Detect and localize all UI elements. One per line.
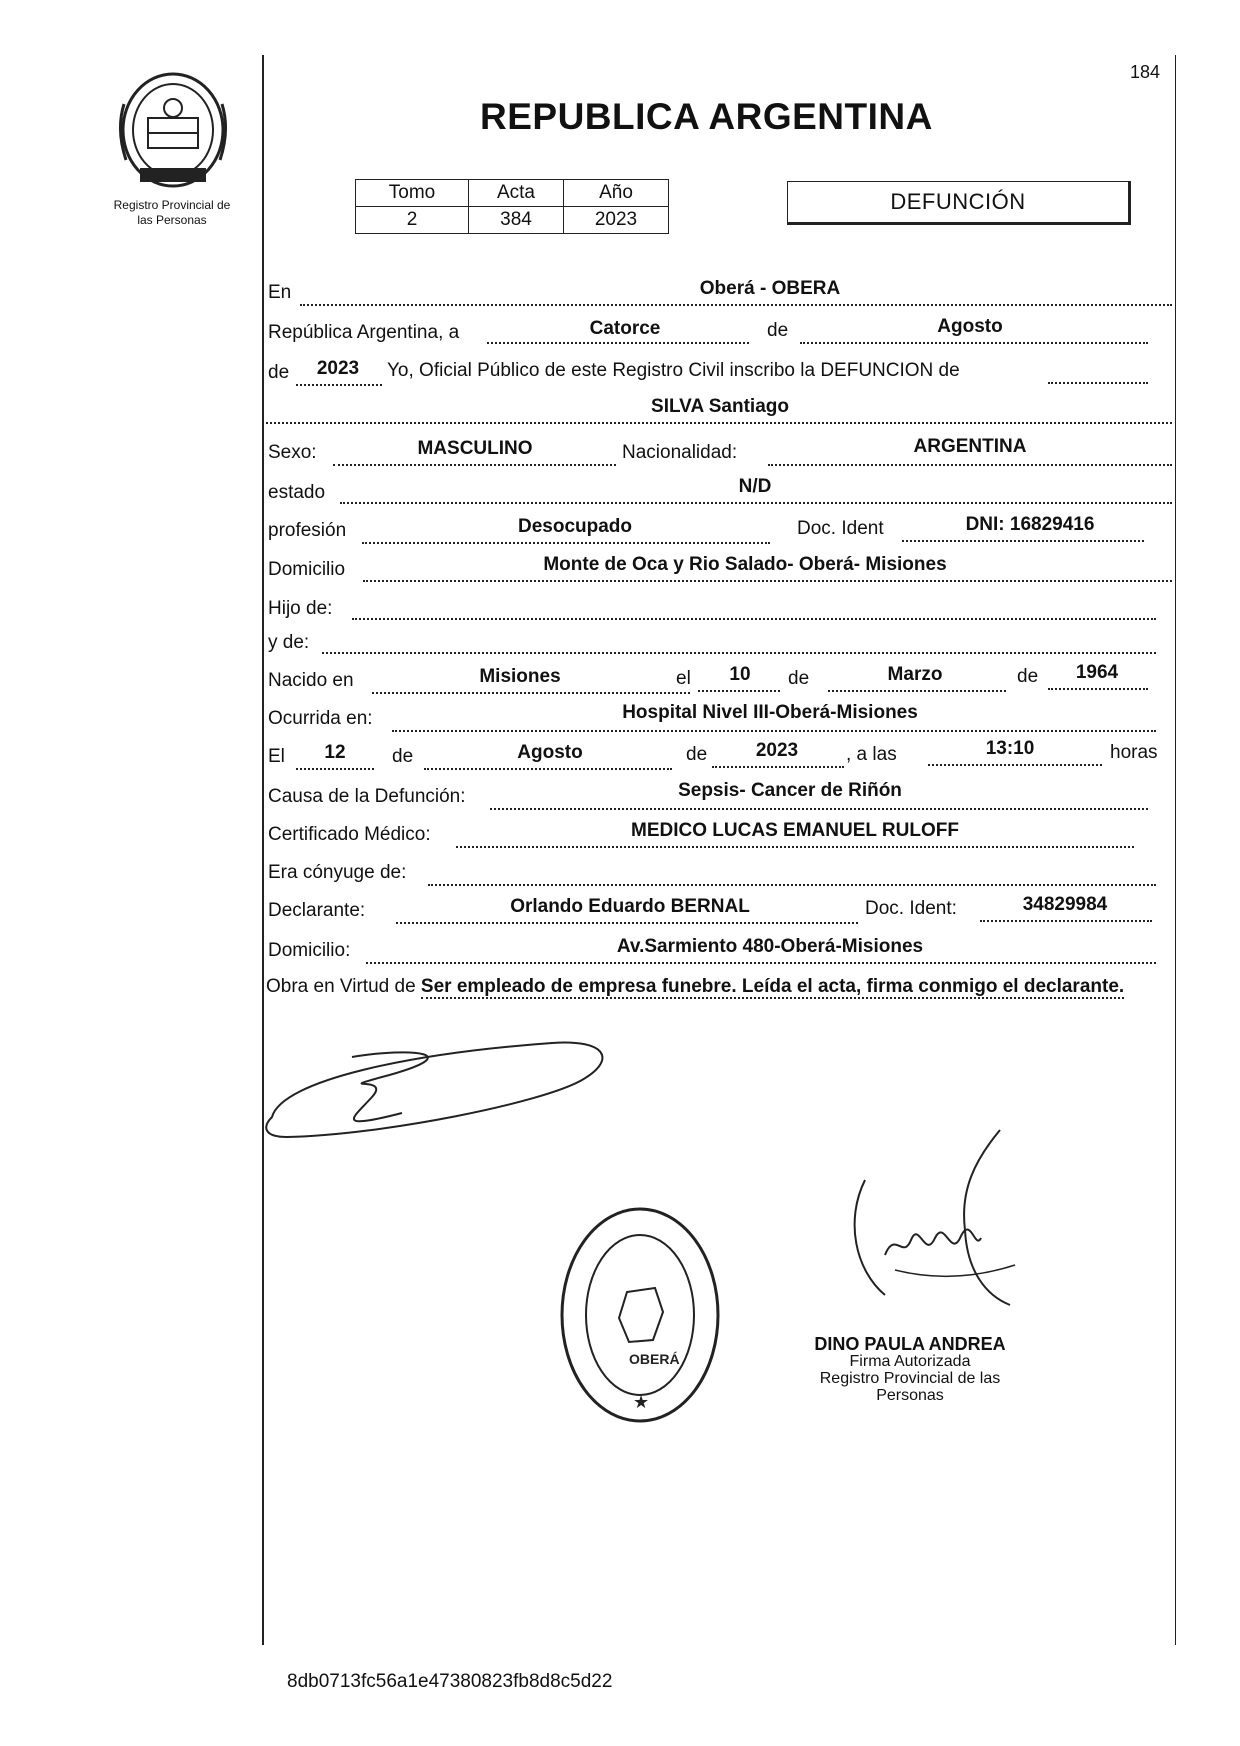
label-el: el <box>676 668 691 689</box>
authorized-signature-drawing <box>825 1120 1065 1340</box>
dotted-line <box>352 618 1156 620</box>
label-declarante: Declarante: <box>268 900 366 921</box>
dotted-line <box>322 652 1156 654</box>
acta-value: 384 <box>469 207 564 234</box>
label-domicilio: Domicilio <box>268 559 346 580</box>
label-a-las: , a las <box>846 744 897 765</box>
label-de-nac-mes: de <box>788 668 810 689</box>
tomo-value: 2 <box>356 207 469 234</box>
value-ocurrida-en: Hospital Nivel III-Oberá-Misiones <box>622 702 918 723</box>
label-obra-en-virtud: Obra en Virtud de <box>266 976 416 997</box>
signatory-org-line2: Personas <box>876 1387 944 1404</box>
registry-caption <box>92 198 252 228</box>
value-nacimiento-mes: Marzo <box>887 664 943 685</box>
dotted-line <box>296 768 374 770</box>
value-sexo: MASCULINO <box>417 438 533 459</box>
label-en: En <box>268 282 292 303</box>
value-anio: 2023 <box>316 358 360 379</box>
dotted-line <box>928 764 1102 766</box>
value-profesion: Desocupado <box>517 516 633 537</box>
left-margin-line <box>262 55 264 1645</box>
dotted-line <box>980 920 1152 922</box>
tomo-header: Tomo <box>356 180 469 207</box>
right-margin-line <box>1175 55 1176 1645</box>
dotted-line <box>333 464 616 466</box>
signatory-name: DINO PAULA ANDREA <box>814 1334 1006 1354</box>
dotted-line <box>300 304 1172 306</box>
label-nacido-en: Nacido en <box>268 670 354 691</box>
declarant-signature-drawing <box>262 1035 622 1145</box>
label-de-anio: de <box>268 362 290 383</box>
label-hijo-de: Hijo de: <box>268 598 333 619</box>
value-nombre: SILVA Santiago <box>651 396 789 417</box>
page-title: REPUBLICA ARGENTINA <box>480 96 933 137</box>
registry-caption-line1: Registro Provincial de <box>113 198 231 212</box>
obra-en-virtud-paragraph <box>266 972 1174 1002</box>
label-profesion: profesión <box>268 520 347 541</box>
anio-header: Año <box>564 180 669 207</box>
dotted-line <box>366 962 1156 964</box>
dotted-line <box>800 342 1148 344</box>
value-mes: Agosto <box>937 316 1003 337</box>
label-domicilio-declarante: Domicilio: <box>268 940 351 961</box>
dotted-line <box>456 846 1134 848</box>
value-declarante-doc: 34829984 <box>1022 894 1108 915</box>
dotted-line <box>902 540 1144 542</box>
value-declarante: Orlando Eduardo BERNAL <box>510 896 750 917</box>
acta-header: Acta <box>469 180 564 207</box>
value-fallecimiento-mes: Agosto <box>517 742 583 763</box>
label-sexo: Sexo: <box>268 442 317 463</box>
value-fallecimiento-anio: 2023 <box>755 740 799 761</box>
label-estado: estado <box>268 482 326 503</box>
label-causa: Causa de la Defunción: <box>268 786 466 807</box>
label-de-fall-anio: de <box>686 744 708 765</box>
dotted-line <box>768 464 1172 466</box>
page-number: 184 <box>1130 62 1161 82</box>
record-type-box: DEFUNCIÓN <box>787 181 1131 225</box>
dotted-line <box>490 808 1148 810</box>
dotted-line <box>372 692 690 694</box>
dotted-line <box>396 922 858 924</box>
dotted-line <box>362 542 770 544</box>
dotted-line <box>428 884 1156 886</box>
dotted-line <box>828 690 1006 692</box>
label-declarante-doc: Doc. Ident: <box>865 898 957 919</box>
dotted-line <box>424 768 672 770</box>
dotted-line <box>296 384 382 386</box>
value-nacimiento-lugar: Misiones <box>479 666 561 687</box>
label-horas: horas <box>1110 742 1158 763</box>
label-de: de <box>767 320 789 341</box>
signatory-org-line1: Registro Provincial de las <box>819 1370 1001 1387</box>
label-republica: República Argentina, a <box>268 322 460 343</box>
label-certificado: Certificado Médico: <box>268 824 431 845</box>
value-nacionalidad: ARGENTINA <box>913 436 1027 457</box>
dotted-line <box>266 422 1172 424</box>
value-certificado-medico: MEDICO LUCAS EMANUEL RULOFF <box>631 820 959 841</box>
dotted-line <box>698 690 780 692</box>
value-lugar: Oberá - OBERA <box>699 278 841 299</box>
dotted-line <box>487 342 749 344</box>
label-nacionalidad: Nacionalidad: <box>622 442 738 463</box>
document-hash: 8db0713fc56a1e47380823fb8d8c5d22 <box>287 1671 613 1692</box>
label-ocurrida-en: Ocurrida en: <box>268 708 373 729</box>
dotted-line <box>340 502 1172 504</box>
value-domicilio: Monte de Oca y Rio Salado- Oberá- Misiones <box>543 554 947 575</box>
value-fallecimiento-hora: 13:10 <box>985 738 1035 759</box>
value-dia-texto: Catorce <box>589 318 661 339</box>
stamp-city-text: OBERÁ <box>629 1351 680 1367</box>
svg-text:★: ★ <box>633 1392 650 1412</box>
label-de-fall-mes: de <box>392 746 414 767</box>
anio-value: 2023 <box>564 207 669 234</box>
value-estado: N/D <box>738 476 772 497</box>
value-obra-en-virtud: Ser empleado de empresa funebre. Leída el acta, firma conmigo el declarante. <box>420 976 1125 997</box>
official-stamp <box>555 1202 725 1428</box>
dotted-line <box>1048 382 1148 384</box>
value-declarante-domicilio: Av.Sarmiento 480-Oberá-Misiones <box>616 936 924 957</box>
label-y-de: y de: <box>268 632 310 653</box>
dotted-line <box>712 766 844 768</box>
registry-caption-line2: las Personas <box>137 213 207 227</box>
label-yo-oficial: Yo, Oficial Público de este Registro Civil inscribo la DEFUNCION de <box>387 360 960 381</box>
signature-caption <box>790 1336 1030 1404</box>
dotted-line <box>1048 688 1148 690</box>
value-doc-ident: DNI: 16829416 <box>965 514 1095 535</box>
dotted-line <box>363 580 1172 582</box>
value-fallecimiento-dia: 12 <box>324 742 346 763</box>
label-el-fecha: El <box>268 746 285 767</box>
record-reference-table <box>355 179 669 234</box>
dotted-line <box>392 730 1156 732</box>
label-conyuge: Era cónyuge de: <box>268 862 407 883</box>
value-nacimiento-dia: 10 <box>729 664 751 685</box>
value-causa: Sepsis- Cancer de Riñón <box>678 780 902 801</box>
province-seal-logo <box>112 64 234 194</box>
value-nacimiento-anio: 1964 <box>1075 662 1119 683</box>
label-de-nac-anio: de <box>1017 666 1039 687</box>
label-doc-ident: Doc. Ident <box>797 518 884 539</box>
signatory-role: Firma Autorizada <box>849 1353 971 1370</box>
